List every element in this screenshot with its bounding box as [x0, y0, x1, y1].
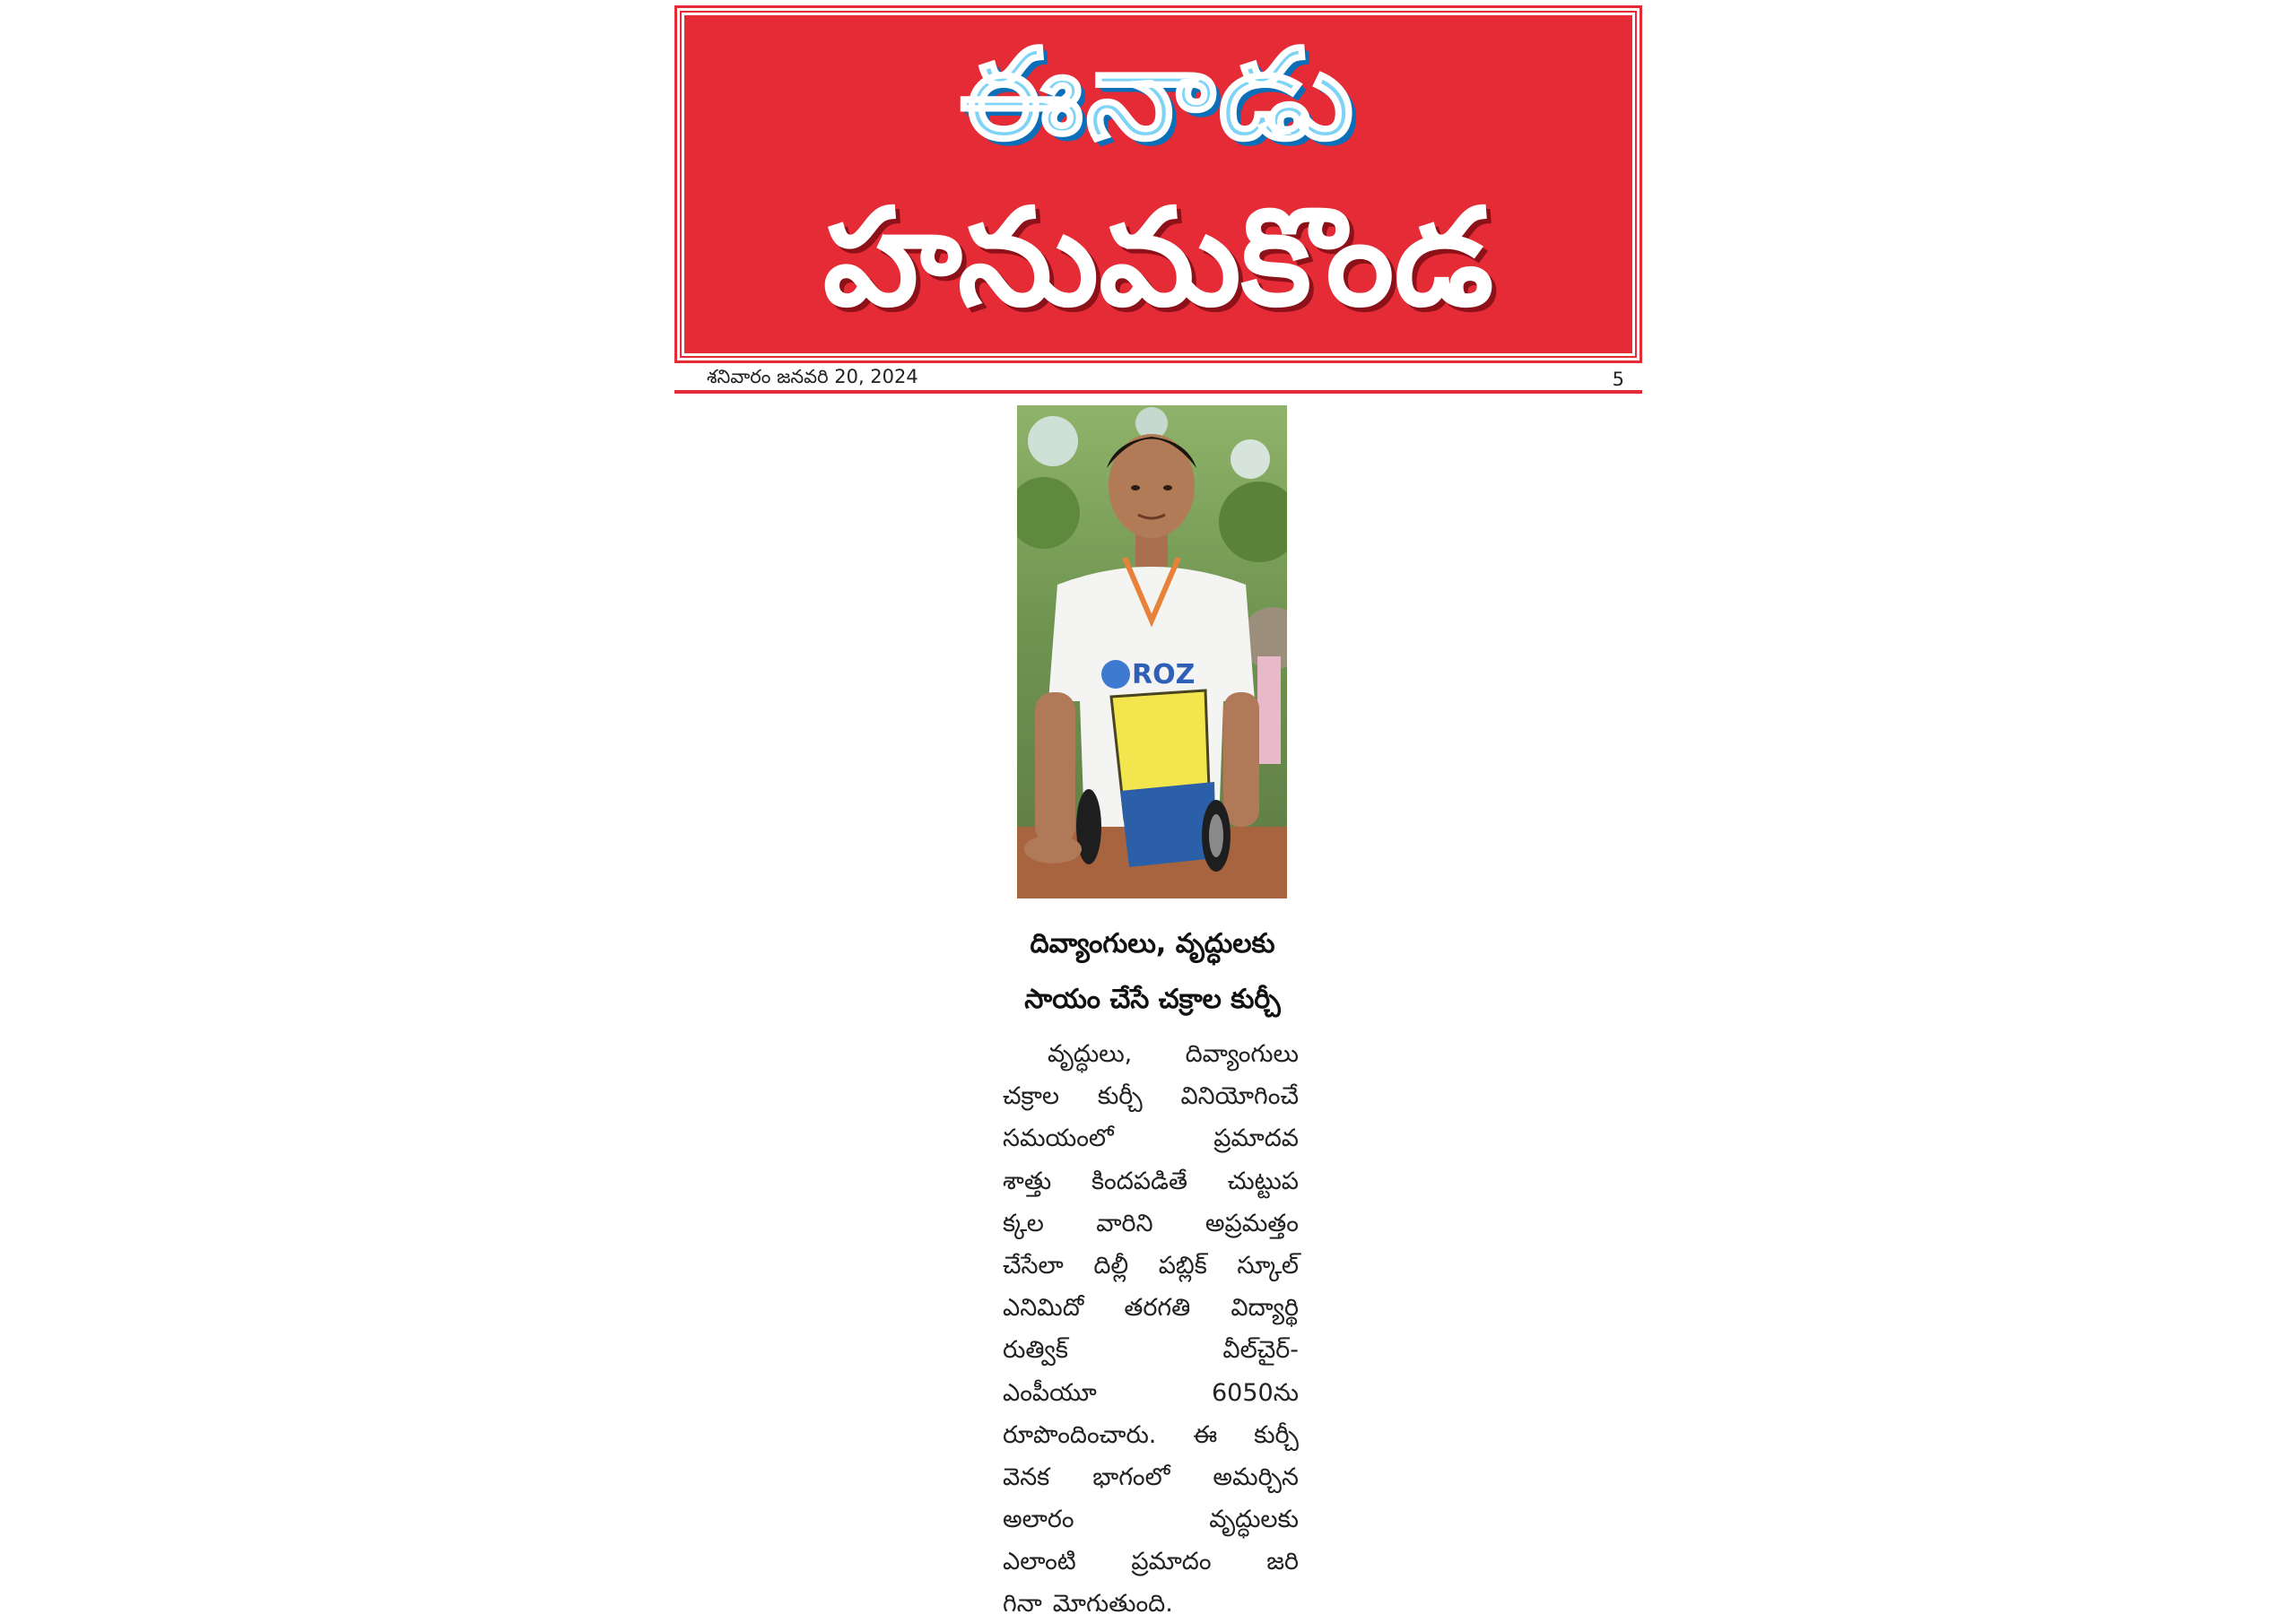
- body-line: [1003, 1287, 1299, 1329]
- body-word: ప్రమాదవ: [1213, 1124, 1299, 1153]
- body-word: శాత్తు: [1003, 1167, 1052, 1195]
- body-line: [1003, 1117, 1299, 1159]
- body-word: కుర్చీ: [1097, 1082, 1143, 1111]
- page-number: 5: [1612, 369, 1624, 390]
- body-word: క్కల: [1003, 1209, 1044, 1237]
- body-word: చేసేలా: [1003, 1251, 1064, 1280]
- body-word: ఎలాంటి: [1003, 1548, 1076, 1576]
- body-word: చక్రాల: [1003, 1082, 1060, 1111]
- body-word: ఎనిమిదో: [1003, 1294, 1084, 1323]
- body-word: చుట్టుప: [1227, 1167, 1299, 1195]
- masthead: [674, 5, 1642, 363]
- article-body: [1003, 1033, 1299, 1623]
- body-word: విద్యార్థి: [1231, 1294, 1299, 1323]
- body-word: వీల్‌చైర్‌-: [1222, 1336, 1299, 1365]
- body-word: కిందపడితే: [1091, 1167, 1187, 1195]
- article-photo: [1017, 405, 1287, 898]
- body-word: వెనక: [1003, 1462, 1050, 1491]
- body-word: గినా: [1003, 1590, 1042, 1619]
- headline-line-2: సాయం చేసే చక్రాల కుర్చీ: [1024, 984, 1281, 1015]
- body-line: [1003, 1456, 1299, 1498]
- body-word: దివ్యాంగులు: [1185, 1040, 1299, 1068]
- body-word: ఎంపీయూ: [1003, 1378, 1097, 1407]
- issue-date: శనివారం జనవరి 20, 2024: [707, 366, 918, 387]
- body-word: అలారం: [1003, 1506, 1074, 1534]
- body-word: 6050ను: [1211, 1378, 1299, 1407]
- body-line: [1003, 1245, 1299, 1287]
- body-word: వారిని: [1096, 1209, 1153, 1237]
- body-word: మోగుతుంది.: [1052, 1590, 1173, 1619]
- body-word: రుత్విక్: [1003, 1336, 1068, 1365]
- body-word: ప్రమాదం: [1131, 1548, 1212, 1576]
- dateline: [674, 363, 1642, 394]
- body-line: [1003, 1202, 1299, 1245]
- body-line: [1003, 1583, 1299, 1623]
- body-line: [1003, 1075, 1299, 1117]
- body-word: రూపొందించారు.: [1003, 1420, 1157, 1449]
- body-word: అప్రమత్తం: [1205, 1209, 1299, 1237]
- body-word: అమర్చిన: [1213, 1462, 1299, 1491]
- body-word: వృద్ధులకు: [1209, 1506, 1299, 1534]
- body-word: భాగంలో: [1092, 1462, 1170, 1491]
- body-word: తరగతి: [1124, 1294, 1191, 1323]
- headline-line-1: దివ్యాంగులు, వృద్ధులకు: [1030, 928, 1275, 959]
- newspaper-logo: ఈనాడు: [960, 22, 1357, 167]
- body-line: [1003, 1033, 1299, 1075]
- body-line: [1003, 1329, 1299, 1371]
- body-line: [1003, 1541, 1299, 1583]
- article-headline: [991, 916, 1314, 1028]
- body-line: [1003, 1372, 1299, 1414]
- svg-text:ROZ: ROZ: [1132, 659, 1196, 690]
- body-word: పబ్లిక్: [1158, 1251, 1207, 1280]
- photo-boy-with-wheelchair-model: [1017, 405, 1287, 898]
- body-line: [1003, 1414, 1299, 1456]
- body-word: వినియోగించే: [1180, 1082, 1299, 1111]
- edition-title: హనుమకొండ: [822, 180, 1494, 336]
- body-word: దిల్లీ: [1093, 1251, 1129, 1280]
- body-word: సమయంలో: [1003, 1124, 1114, 1153]
- body-word: ఈ: [1193, 1420, 1218, 1449]
- body-word: వృద్ధులు,: [1048, 1040, 1133, 1068]
- body-line: [1003, 1498, 1299, 1541]
- body-word: కుర్చీ: [1254, 1420, 1299, 1449]
- body-word: జరి: [1266, 1548, 1299, 1576]
- masthead-panel: [682, 13, 1635, 356]
- body-word: స్కూల్: [1237, 1251, 1299, 1280]
- body-line: [1003, 1160, 1299, 1202]
